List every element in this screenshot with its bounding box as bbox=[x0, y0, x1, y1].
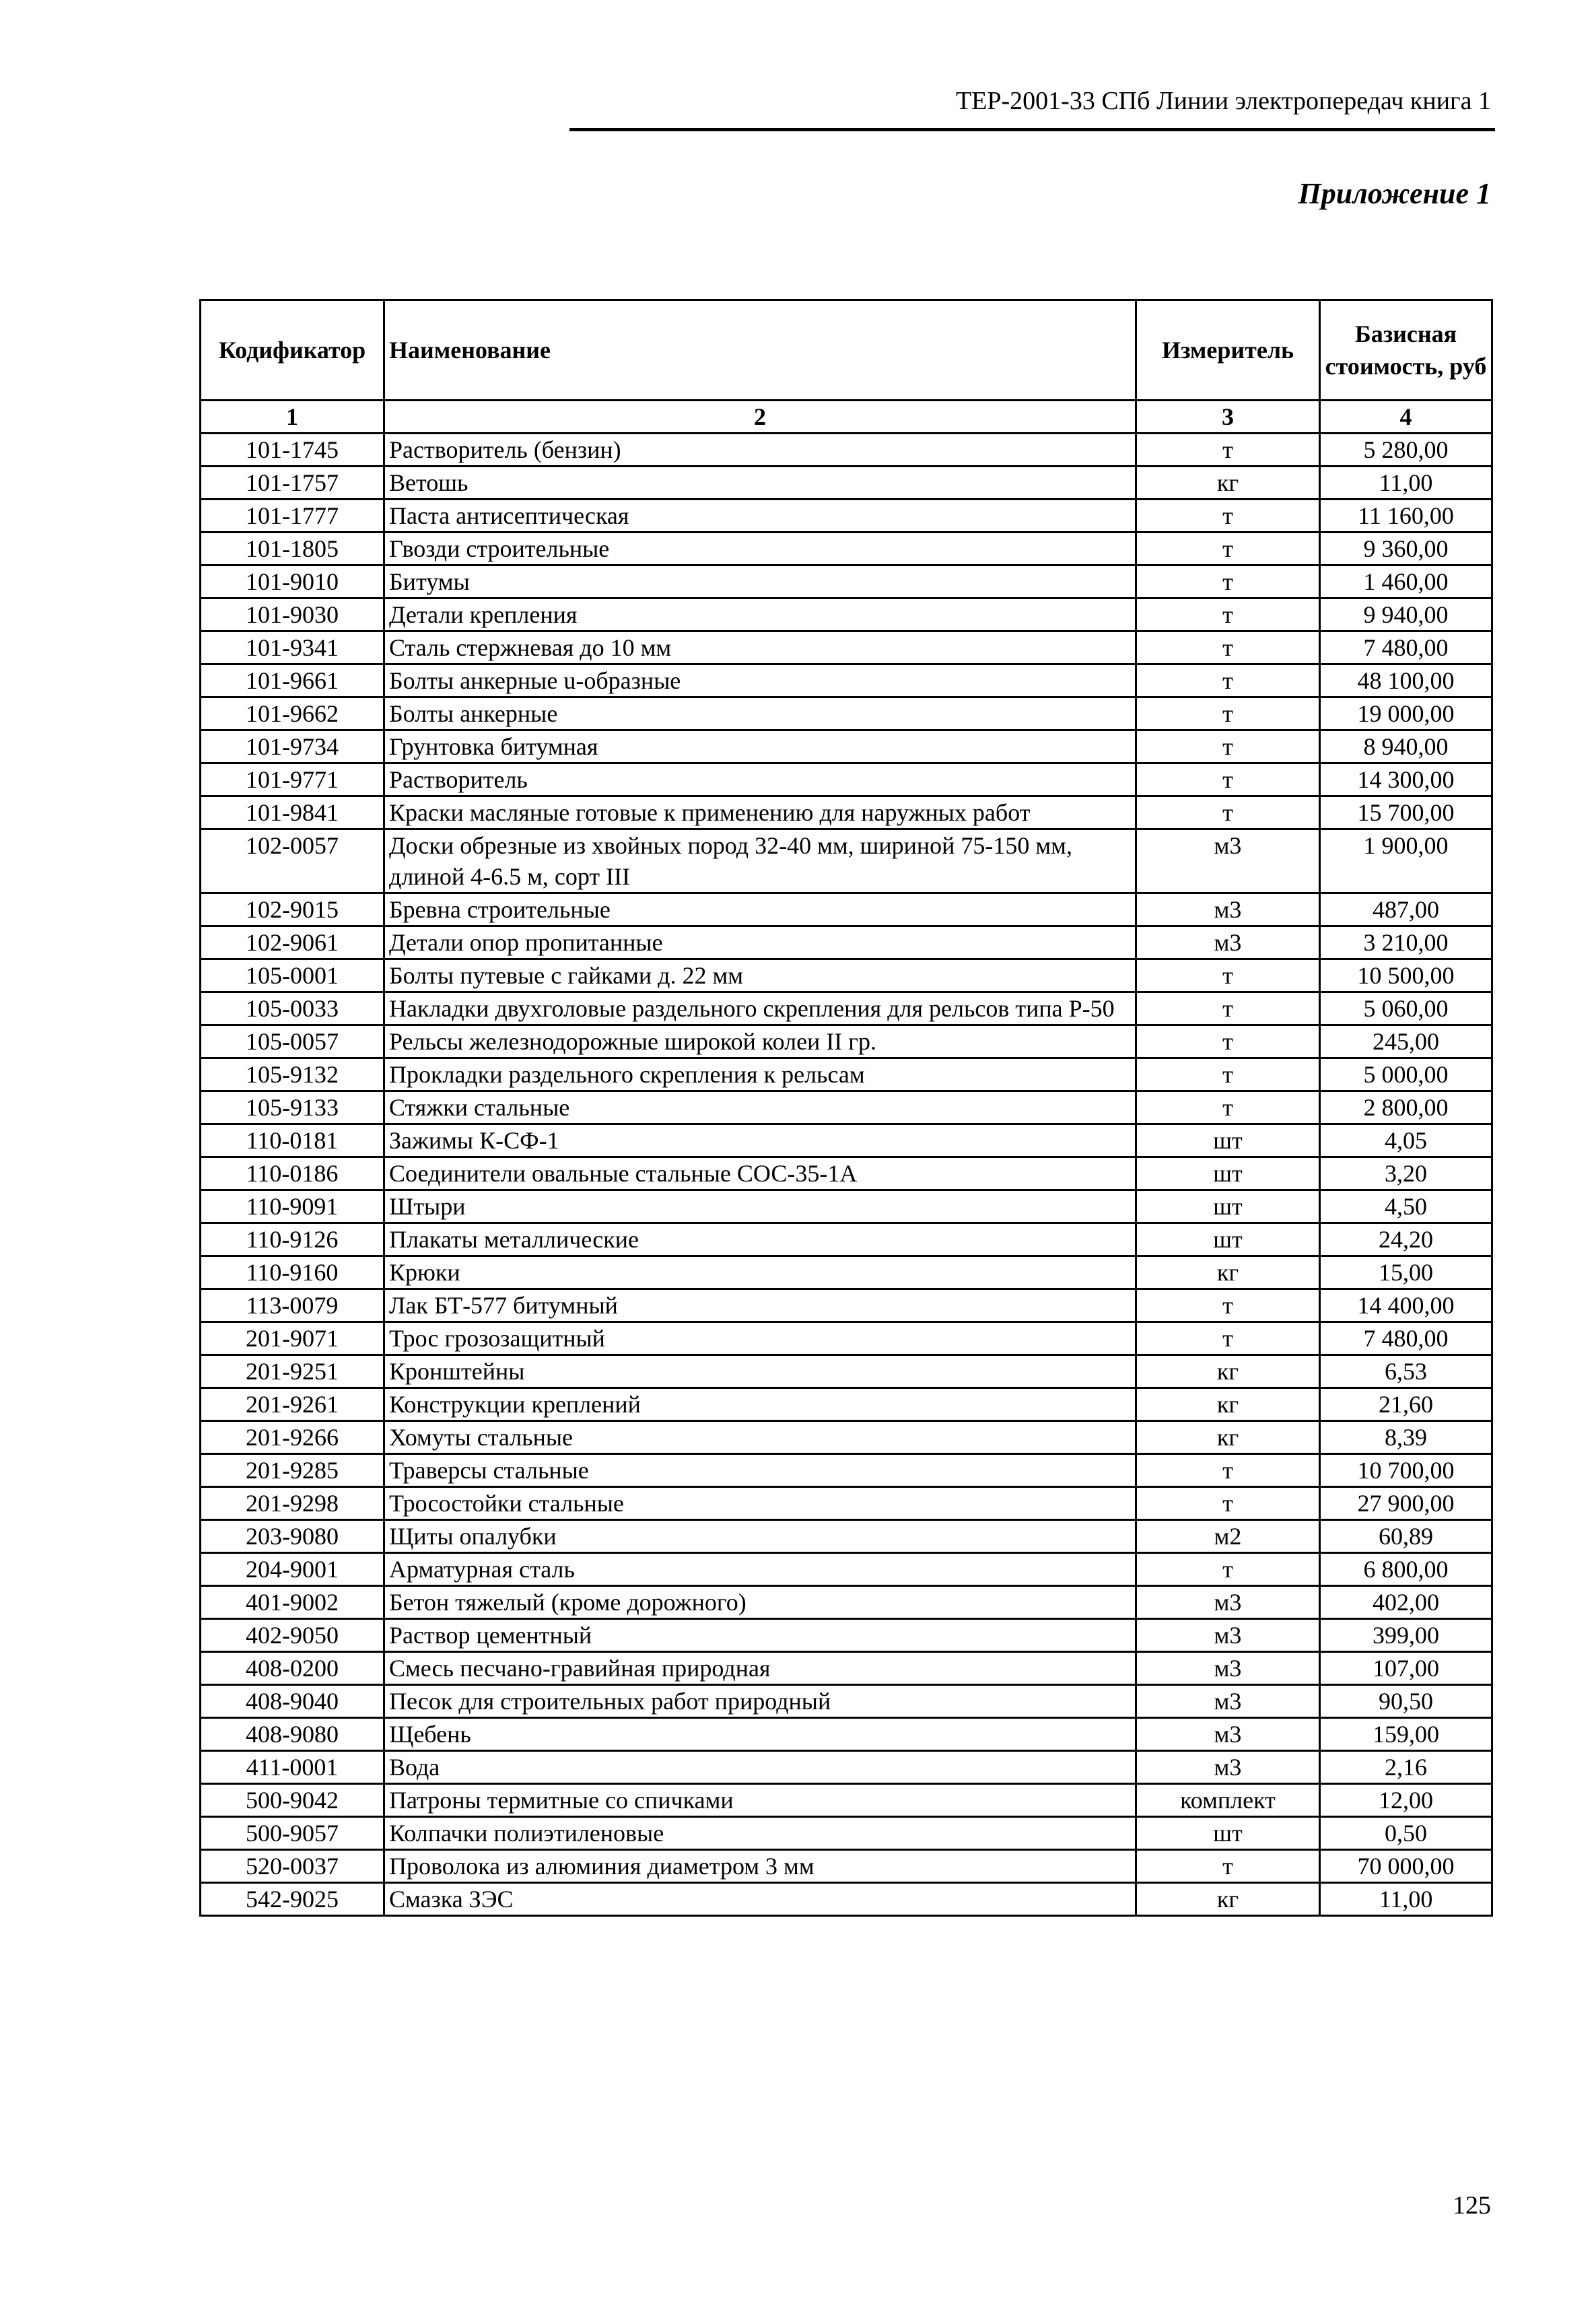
cell-code: 101-9030 bbox=[201, 598, 384, 631]
table-row bbox=[201, 1388, 1492, 1421]
cell-price: 12,00 bbox=[1320, 1784, 1492, 1817]
cell-code: 408-9080 bbox=[201, 1718, 384, 1751]
cell-price: 9 360,00 bbox=[1320, 533, 1492, 565]
cell-name: Кронштейны bbox=[384, 1355, 1136, 1388]
cell-code: 542-9025 bbox=[201, 1883, 384, 1916]
cell-price: 90,50 bbox=[1320, 1685, 1492, 1718]
table-row bbox=[201, 1091, 1492, 1124]
document-header-title: ТЕР-2001-33 СПб Линии электропередач книга 1 bbox=[955, 87, 1491, 115]
cell-unit: м3 bbox=[1136, 1652, 1320, 1685]
cell-code: 101-1745 bbox=[201, 434, 384, 467]
header-rule bbox=[569, 128, 1495, 131]
cell-unit: т bbox=[1136, 1487, 1320, 1520]
cell-price: 21,60 bbox=[1320, 1388, 1492, 1421]
table-row bbox=[201, 893, 1492, 926]
cell-unit: т bbox=[1136, 533, 1320, 565]
column-header-name: Наименование bbox=[384, 300, 1136, 401]
cell-price: 245,00 bbox=[1320, 1025, 1492, 1058]
cell-name: Щебень bbox=[384, 1718, 1136, 1751]
cell-price: 11,00 bbox=[1320, 1883, 1492, 1916]
cell-name: Рельсы железнодорожные широкой колеи II гр. bbox=[384, 1025, 1136, 1058]
table-row bbox=[201, 1586, 1492, 1619]
cell-price: 19 000,00 bbox=[1320, 697, 1492, 730]
cell-code: 401-9002 bbox=[201, 1586, 384, 1619]
cell-name: Арматурная сталь bbox=[384, 1553, 1136, 1586]
table-row bbox=[201, 1190, 1492, 1223]
cell-name: Растворитель bbox=[384, 763, 1136, 796]
cell-code: 105-0057 bbox=[201, 1025, 384, 1058]
appendix-label: Приложение 1 bbox=[1298, 177, 1491, 210]
table-row bbox=[201, 434, 1492, 467]
table-row bbox=[201, 1652, 1492, 1685]
cell-name: Зажимы К-СФ-1 bbox=[384, 1124, 1136, 1157]
table-row bbox=[201, 1157, 1492, 1190]
cell-unit: т bbox=[1136, 1289, 1320, 1322]
cell-unit: т bbox=[1136, 1091, 1320, 1124]
cell-unit: т bbox=[1136, 959, 1320, 992]
table-row bbox=[201, 1289, 1492, 1322]
cell-name: Бетон тяжелый (кроме дорожного) bbox=[384, 1586, 1136, 1619]
cell-code: 101-1805 bbox=[201, 533, 384, 565]
cell-name: Плакаты металлические bbox=[384, 1223, 1136, 1256]
cell-name: Трос грозозащитный bbox=[384, 1322, 1136, 1355]
cell-name: Детали опор пропитанные bbox=[384, 926, 1136, 959]
column-number-row bbox=[201, 401, 1492, 434]
cell-name: Патроны термитные со спичками bbox=[384, 1784, 1136, 1817]
cell-name: Гвозди строительные bbox=[384, 533, 1136, 565]
cell-price: 2 800,00 bbox=[1320, 1091, 1492, 1124]
cell-unit: т bbox=[1136, 1553, 1320, 1586]
cell-code: 201-9285 bbox=[201, 1454, 384, 1487]
table-row bbox=[201, 533, 1492, 565]
cell-name: Грунтовка битумная bbox=[384, 730, 1136, 763]
column-number: 3 bbox=[1136, 401, 1320, 434]
cell-name: Доски обрезные из хвойных пород 32-40 мм, шириной 75-150 мм, длиной 4-6.5 м, сорт III bbox=[384, 829, 1136, 893]
table-row bbox=[201, 1223, 1492, 1256]
cell-name: Смесь песчано-гравийная природная bbox=[384, 1652, 1136, 1685]
cell-code: 101-9841 bbox=[201, 796, 384, 829]
cell-code: 500-9057 bbox=[201, 1817, 384, 1850]
cell-unit: т bbox=[1136, 1322, 1320, 1355]
table-row bbox=[201, 1685, 1492, 1718]
cell-unit: т bbox=[1136, 598, 1320, 631]
cell-name: Растворитель (бензин) bbox=[384, 434, 1136, 467]
cell-code: 102-0057 bbox=[201, 829, 384, 893]
cell-unit: т bbox=[1136, 796, 1320, 829]
cell-code: 102-9061 bbox=[201, 926, 384, 959]
table-row bbox=[201, 959, 1492, 992]
cell-price: 14 300,00 bbox=[1320, 763, 1492, 796]
cell-name: Болты анкерные bbox=[384, 697, 1136, 730]
cell-unit: т bbox=[1136, 434, 1320, 467]
cell-code: 408-0200 bbox=[201, 1652, 384, 1685]
cell-unit: т bbox=[1136, 565, 1320, 598]
cell-price: 9 940,00 bbox=[1320, 598, 1492, 631]
cell-price: 27 900,00 bbox=[1320, 1487, 1492, 1520]
cell-name: Паста антисептическая bbox=[384, 500, 1136, 533]
cell-code: 101-9341 bbox=[201, 631, 384, 664]
cell-unit: шт bbox=[1136, 1157, 1320, 1190]
table-row bbox=[201, 1619, 1492, 1652]
cell-code: 110-0181 bbox=[201, 1124, 384, 1157]
cell-unit: т bbox=[1136, 631, 1320, 664]
cell-unit: т bbox=[1136, 992, 1320, 1025]
cell-code: 105-9133 bbox=[201, 1091, 384, 1124]
table-row bbox=[201, 1355, 1492, 1388]
cell-code: 203-9080 bbox=[201, 1520, 384, 1553]
cell-price: 11,00 bbox=[1320, 467, 1492, 500]
cell-code: 113-0079 bbox=[201, 1289, 384, 1322]
cell-code: 101-9771 bbox=[201, 763, 384, 796]
cell-price: 3 210,00 bbox=[1320, 926, 1492, 959]
cell-name: Раствор цементный bbox=[384, 1619, 1136, 1652]
cell-code: 408-9040 bbox=[201, 1685, 384, 1718]
cell-unit: шт bbox=[1136, 1190, 1320, 1223]
cell-name: Сталь стержневая до 10 мм bbox=[384, 631, 1136, 664]
cell-price: 5 280,00 bbox=[1320, 434, 1492, 467]
cell-price: 5 060,00 bbox=[1320, 992, 1492, 1025]
cell-unit: т bbox=[1136, 697, 1320, 730]
cell-code: 101-1757 bbox=[201, 467, 384, 500]
cell-price: 3,20 bbox=[1320, 1157, 1492, 1190]
cell-name: Конструкции креплений bbox=[384, 1388, 1136, 1421]
cell-unit: комплект bbox=[1136, 1784, 1320, 1817]
cell-unit: м3 bbox=[1136, 1718, 1320, 1751]
table-row bbox=[201, 500, 1492, 533]
cell-price: 11 160,00 bbox=[1320, 500, 1492, 533]
cell-name: Вода bbox=[384, 1751, 1136, 1784]
column-number: 1 bbox=[201, 401, 384, 434]
cell-price: 402,00 bbox=[1320, 1586, 1492, 1619]
table-row bbox=[201, 926, 1492, 959]
cell-price: 5 000,00 bbox=[1320, 1058, 1492, 1091]
cell-price: 159,00 bbox=[1320, 1718, 1492, 1751]
cell-unit: м2 bbox=[1136, 1520, 1320, 1553]
cell-price: 1 460,00 bbox=[1320, 565, 1492, 598]
cell-price: 48 100,00 bbox=[1320, 664, 1492, 697]
cell-code: 110-9160 bbox=[201, 1256, 384, 1289]
table-row bbox=[201, 1784, 1492, 1817]
cell-price: 15,00 bbox=[1320, 1256, 1492, 1289]
cell-unit: кг bbox=[1136, 1388, 1320, 1421]
cell-price: 10 500,00 bbox=[1320, 959, 1492, 992]
page-number: 125 bbox=[1453, 2191, 1491, 2220]
cell-name: Стяжки стальные bbox=[384, 1091, 1136, 1124]
cell-name: Соединители овальные стальные СОС-35-1А bbox=[384, 1157, 1136, 1190]
table-row bbox=[201, 1817, 1492, 1850]
cell-name: Битумы bbox=[384, 565, 1136, 598]
cell-code: 204-9001 bbox=[201, 1553, 384, 1586]
cell-price: 15 700,00 bbox=[1320, 796, 1492, 829]
cell-name: Бревна строительные bbox=[384, 893, 1136, 926]
cell-name: Болты анкерные u-образные bbox=[384, 664, 1136, 697]
table-row bbox=[201, 796, 1492, 829]
column-header-price: Базисная стоимость, руб bbox=[1320, 300, 1492, 401]
cell-unit: т bbox=[1136, 664, 1320, 697]
cell-name: Крюки bbox=[384, 1256, 1136, 1289]
cell-code: 500-9042 bbox=[201, 1784, 384, 1817]
cell-name: Щиты опалубки bbox=[384, 1520, 1136, 1553]
cell-code: 201-9261 bbox=[201, 1388, 384, 1421]
table-row bbox=[201, 1256, 1492, 1289]
cell-price: 8,39 bbox=[1320, 1421, 1492, 1454]
table-row bbox=[201, 1751, 1492, 1784]
cell-unit: м3 bbox=[1136, 1619, 1320, 1652]
table-row bbox=[201, 829, 1492, 893]
cell-unit: т bbox=[1136, 730, 1320, 763]
column-number: 2 bbox=[384, 401, 1136, 434]
cell-name: Ветошь bbox=[384, 467, 1136, 500]
cell-code: 110-0186 bbox=[201, 1157, 384, 1190]
cell-price: 70 000,00 bbox=[1320, 1850, 1492, 1883]
table-row bbox=[201, 730, 1492, 763]
cell-unit: т bbox=[1136, 1058, 1320, 1091]
cell-unit: т bbox=[1136, 1454, 1320, 1487]
cell-code: 105-0033 bbox=[201, 992, 384, 1025]
cell-code: 105-9132 bbox=[201, 1058, 384, 1091]
cell-unit: шт bbox=[1136, 1817, 1320, 1850]
cell-price: 60,89 bbox=[1320, 1520, 1492, 1553]
column-number: 4 bbox=[1320, 401, 1492, 434]
cell-code: 101-9661 bbox=[201, 664, 384, 697]
cell-code: 101-9662 bbox=[201, 697, 384, 730]
table-row bbox=[201, 1553, 1492, 1586]
cell-unit: кг bbox=[1136, 1883, 1320, 1916]
cell-code: 201-9251 bbox=[201, 1355, 384, 1388]
cell-price: 10 700,00 bbox=[1320, 1454, 1492, 1487]
cell-unit: м3 bbox=[1136, 1751, 1320, 1784]
cell-unit: т bbox=[1136, 763, 1320, 796]
table-row bbox=[201, 1487, 1492, 1520]
column-header-code: Кодификатор bbox=[201, 300, 384, 401]
table-row bbox=[201, 763, 1492, 796]
cell-unit: кг bbox=[1136, 1256, 1320, 1289]
cell-unit: кг bbox=[1136, 467, 1320, 500]
cell-price: 8 940,00 bbox=[1320, 730, 1492, 763]
table-row bbox=[201, 598, 1492, 631]
cell-name: Траверсы стальные bbox=[384, 1454, 1136, 1487]
table-row bbox=[201, 1058, 1492, 1091]
cell-price: 7 480,00 bbox=[1320, 631, 1492, 664]
cell-price: 6 800,00 bbox=[1320, 1553, 1492, 1586]
cell-name: Накладки двухголовые раздельного скрепления для рельсов типа Р-50 bbox=[384, 992, 1136, 1025]
cell-unit: т bbox=[1136, 1025, 1320, 1058]
cell-code: 201-9071 bbox=[201, 1322, 384, 1355]
cell-name: Лак БТ-577 битумный bbox=[384, 1289, 1136, 1322]
table-row bbox=[201, 1883, 1492, 1916]
cell-code: 101-9010 bbox=[201, 565, 384, 598]
cell-code: 201-9266 bbox=[201, 1421, 384, 1454]
table-row bbox=[201, 1421, 1492, 1454]
cell-unit: м3 bbox=[1136, 893, 1320, 926]
cell-name: Болты путевые с гайками д. 22 мм bbox=[384, 959, 1136, 992]
table-row bbox=[201, 565, 1492, 598]
cell-price: 2,16 bbox=[1320, 1751, 1492, 1784]
table-header-row bbox=[201, 300, 1492, 401]
cell-code: 520-0037 bbox=[201, 1850, 384, 1883]
table-row bbox=[201, 992, 1492, 1025]
table-row bbox=[201, 1454, 1492, 1487]
table-row bbox=[201, 697, 1492, 730]
table-row bbox=[201, 1520, 1492, 1553]
cell-name: Тросостойки стальные bbox=[384, 1487, 1136, 1520]
cell-price: 107,00 bbox=[1320, 1652, 1492, 1685]
cell-name: Прокладки раздельного скрепления к рельсам bbox=[384, 1058, 1136, 1091]
cell-code: 101-1777 bbox=[201, 500, 384, 533]
table-row bbox=[201, 1124, 1492, 1157]
cell-code: 411-0001 bbox=[201, 1751, 384, 1784]
cell-code: 101-9734 bbox=[201, 730, 384, 763]
cell-price: 399,00 bbox=[1320, 1619, 1492, 1652]
cell-unit: м3 bbox=[1136, 1685, 1320, 1718]
cell-unit: кг bbox=[1136, 1355, 1320, 1388]
cell-name: Песок для строительных работ природный bbox=[384, 1685, 1136, 1718]
table-row bbox=[201, 631, 1492, 664]
table-row bbox=[201, 1850, 1492, 1883]
cell-name: Краски масляные готовые к применению для наружных работ bbox=[384, 796, 1136, 829]
cell-name: Проволока из алюминия диаметром 3 мм bbox=[384, 1850, 1136, 1883]
cell-code: 201-9298 bbox=[201, 1487, 384, 1520]
cell-price: 4,05 bbox=[1320, 1124, 1492, 1157]
cell-name: Штыри bbox=[384, 1190, 1136, 1223]
price-table bbox=[199, 299, 1493, 1917]
cell-unit: шт bbox=[1136, 1223, 1320, 1256]
cell-name: Детали крепления bbox=[384, 598, 1136, 631]
cell-price: 487,00 bbox=[1320, 893, 1492, 926]
cell-unit: м3 bbox=[1136, 926, 1320, 959]
cell-price: 0,50 bbox=[1320, 1817, 1492, 1850]
cell-code: 105-0001 bbox=[201, 959, 384, 992]
table-row bbox=[201, 1718, 1492, 1751]
cell-price: 7 480,00 bbox=[1320, 1322, 1492, 1355]
cell-code: 402-9050 bbox=[201, 1619, 384, 1652]
table-row bbox=[201, 1025, 1492, 1058]
cell-name: Хомуты стальные bbox=[384, 1421, 1136, 1454]
cell-price: 14 400,00 bbox=[1320, 1289, 1492, 1322]
cell-price: 24,20 bbox=[1320, 1223, 1492, 1256]
cell-code: 102-9015 bbox=[201, 893, 384, 926]
cell-unit: т bbox=[1136, 500, 1320, 533]
cell-unit: кг bbox=[1136, 1421, 1320, 1454]
cell-unit: т bbox=[1136, 1850, 1320, 1883]
cell-unit: м3 bbox=[1136, 1586, 1320, 1619]
cell-unit: шт bbox=[1136, 1124, 1320, 1157]
cell-code: 110-9126 bbox=[201, 1223, 384, 1256]
cell-name: Колпачки полиэтиленовые bbox=[384, 1817, 1136, 1850]
table-row bbox=[201, 1322, 1492, 1355]
table-row bbox=[201, 664, 1492, 697]
cell-code: 110-9091 bbox=[201, 1190, 384, 1223]
cell-price: 1 900,00 bbox=[1320, 829, 1492, 893]
cell-name: Смазка ЗЭС bbox=[384, 1883, 1136, 1916]
cell-price: 4,50 bbox=[1320, 1190, 1492, 1223]
table-body bbox=[201, 434, 1492, 1916]
column-header-unit: Измеритель bbox=[1136, 300, 1320, 401]
cell-price: 6,53 bbox=[1320, 1355, 1492, 1388]
table-row bbox=[201, 467, 1492, 500]
cell-unit: м3 bbox=[1136, 829, 1320, 893]
